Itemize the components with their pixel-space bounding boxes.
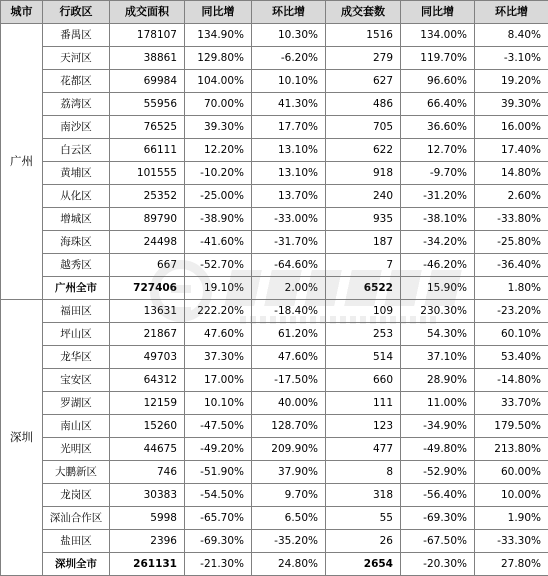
column-header: 环比增 xyxy=(475,1,548,24)
table-row xyxy=(1,461,548,484)
transaction-units: 660 xyxy=(326,369,401,392)
district-name: 龙华区 xyxy=(43,346,110,369)
units-yoy: 119.70% xyxy=(401,47,475,70)
district-name: 越秀区 xyxy=(43,254,110,277)
table-row xyxy=(1,415,548,438)
area-mom: 13.10% xyxy=(252,162,326,185)
transaction-units: 240 xyxy=(326,185,401,208)
transaction-units: 622 xyxy=(326,139,401,162)
area-mom: -31.70% xyxy=(252,231,326,254)
units-mom: -3.10% xyxy=(475,47,548,70)
district-name: 罗湖区 xyxy=(43,392,110,415)
city-total-label: 深圳全市 xyxy=(43,553,110,576)
district-name: 坪山区 xyxy=(43,323,110,346)
units-yoy: -31.20% xyxy=(401,185,475,208)
area-yoy: -38.90% xyxy=(185,208,252,231)
transaction-units: 6522 xyxy=(326,277,401,300)
transaction-units: 187 xyxy=(326,231,401,254)
units-mom: -14.80% xyxy=(475,369,548,392)
transaction-area: 44675 xyxy=(110,438,185,461)
transaction-units: 918 xyxy=(326,162,401,185)
area-yoy: 12.20% xyxy=(185,139,252,162)
district-name: 从化区 xyxy=(43,185,110,208)
area-yoy: -65.70% xyxy=(185,507,252,530)
units-mom: -36.40% xyxy=(475,254,548,277)
transaction-units: 109 xyxy=(326,300,401,323)
table-row xyxy=(1,116,548,139)
city-total-row xyxy=(1,277,548,300)
area-yoy: -47.50% xyxy=(185,415,252,438)
transaction-area: 15260 xyxy=(110,415,185,438)
transaction-units: 279 xyxy=(326,47,401,70)
transaction-area: 13631 xyxy=(110,300,185,323)
area-yoy: 17.00% xyxy=(185,369,252,392)
area-yoy: 104.00% xyxy=(185,70,252,93)
units-mom: 2.60% xyxy=(475,185,548,208)
column-header: 行政区 xyxy=(43,1,110,24)
district-name: 深汕合作区 xyxy=(43,507,110,530)
transaction-area: 38861 xyxy=(110,47,185,70)
table-row xyxy=(1,530,548,553)
units-yoy: -67.50% xyxy=(401,530,475,553)
city-total-label: 广州全市 xyxy=(43,277,110,300)
transaction-units: 935 xyxy=(326,208,401,231)
table-row xyxy=(1,438,548,461)
units-mom: 179.50% xyxy=(475,415,548,438)
area-mom: 61.20% xyxy=(252,323,326,346)
area-yoy: 134.90% xyxy=(185,24,252,47)
transaction-area: 101555 xyxy=(110,162,185,185)
units-yoy: 36.60% xyxy=(401,116,475,139)
table-row xyxy=(1,484,548,507)
district-name: 福田区 xyxy=(43,300,110,323)
area-mom: 47.60% xyxy=(252,346,326,369)
units-yoy: -9.70% xyxy=(401,162,475,185)
area-yoy: -41.60% xyxy=(185,231,252,254)
transaction-units: 55 xyxy=(326,507,401,530)
table-row xyxy=(1,254,548,277)
transaction-units: 514 xyxy=(326,346,401,369)
transaction-area: 49703 xyxy=(110,346,185,369)
area-yoy: -51.90% xyxy=(185,461,252,484)
table-row xyxy=(1,231,548,254)
column-header: 同比增 xyxy=(185,1,252,24)
transaction-units: 627 xyxy=(326,70,401,93)
units-yoy: 134.00% xyxy=(401,24,475,47)
units-mom: 53.40% xyxy=(475,346,548,369)
table-row xyxy=(1,93,548,116)
transaction-area: 746 xyxy=(110,461,185,484)
area-yoy: 37.30% xyxy=(185,346,252,369)
units-mom: 27.80% xyxy=(475,553,548,576)
area-yoy: 129.80% xyxy=(185,47,252,70)
transaction-area: 261131 xyxy=(110,553,185,576)
units-yoy: 37.10% xyxy=(401,346,475,369)
area-mom: -35.20% xyxy=(252,530,326,553)
transaction-area: 727406 xyxy=(110,277,185,300)
units-mom: 60.10% xyxy=(475,323,548,346)
units-yoy: 230.30% xyxy=(401,300,475,323)
units-mom: 17.40% xyxy=(475,139,548,162)
area-mom: 41.30% xyxy=(252,93,326,116)
units-mom: 16.00% xyxy=(475,116,548,139)
district-name: 白云区 xyxy=(43,139,110,162)
transaction-area: 178107 xyxy=(110,24,185,47)
table-row xyxy=(1,208,548,231)
transaction-area: 25352 xyxy=(110,185,185,208)
area-yoy: 222.20% xyxy=(185,300,252,323)
transaction-units: 486 xyxy=(326,93,401,116)
units-yoy: 54.30% xyxy=(401,323,475,346)
transaction-units: 111 xyxy=(326,392,401,415)
area-mom: 9.70% xyxy=(252,484,326,507)
units-yoy: 11.00% xyxy=(401,392,475,415)
transaction-area: 2396 xyxy=(110,530,185,553)
transaction-area: 21867 xyxy=(110,323,185,346)
transaction-area: 64312 xyxy=(110,369,185,392)
transaction-area: 5998 xyxy=(110,507,185,530)
units-mom: -23.20% xyxy=(475,300,548,323)
units-yoy: 28.90% xyxy=(401,369,475,392)
district-name: 光明区 xyxy=(43,438,110,461)
units-mom: -25.80% xyxy=(475,231,548,254)
table-row xyxy=(1,369,548,392)
district-name: 南山区 xyxy=(43,415,110,438)
transaction-units: 1516 xyxy=(326,24,401,47)
city-total-row xyxy=(1,553,548,576)
table-row xyxy=(1,47,548,70)
units-yoy: 12.70% xyxy=(401,139,475,162)
transaction-area: 76525 xyxy=(110,116,185,139)
district-name: 黄埔区 xyxy=(43,162,110,185)
area-yoy: 10.10% xyxy=(185,392,252,415)
units-mom: -33.30% xyxy=(475,530,548,553)
area-mom: 10.10% xyxy=(252,70,326,93)
area-yoy: -10.20% xyxy=(185,162,252,185)
city-name: 深圳 xyxy=(1,300,43,576)
header-row xyxy=(1,1,548,24)
area-mom: 13.70% xyxy=(252,185,326,208)
table-body xyxy=(1,24,548,576)
transaction-area: 667 xyxy=(110,254,185,277)
area-mom: 2.00% xyxy=(252,277,326,300)
area-mom: 13.10% xyxy=(252,139,326,162)
area-mom: -18.40% xyxy=(252,300,326,323)
area-yoy: -25.00% xyxy=(185,185,252,208)
table-row xyxy=(1,70,548,93)
units-mom: 33.70% xyxy=(475,392,548,415)
area-mom: 40.00% xyxy=(252,392,326,415)
district-name: 盐田区 xyxy=(43,530,110,553)
units-yoy: -52.90% xyxy=(401,461,475,484)
units-mom: 19.20% xyxy=(475,70,548,93)
table-row xyxy=(1,139,548,162)
district-name: 天河区 xyxy=(43,47,110,70)
units-mom: 60.00% xyxy=(475,461,548,484)
units-yoy: 15.90% xyxy=(401,277,475,300)
district-name: 增城区 xyxy=(43,208,110,231)
units-mom: 10.00% xyxy=(475,484,548,507)
units-yoy: -69.30% xyxy=(401,507,475,530)
district-name: 龙岗区 xyxy=(43,484,110,507)
units-mom: 39.30% xyxy=(475,93,548,116)
area-yoy: 19.10% xyxy=(185,277,252,300)
column-header: 成交套数 xyxy=(326,1,401,24)
transaction-units: 8 xyxy=(326,461,401,484)
district-name: 宝安区 xyxy=(43,369,110,392)
area-mom: 24.80% xyxy=(252,553,326,576)
area-mom: -64.60% xyxy=(252,254,326,277)
units-mom: 14.80% xyxy=(475,162,548,185)
table-row xyxy=(1,300,548,323)
column-header: 城市 xyxy=(1,1,43,24)
table-row xyxy=(1,507,548,530)
area-mom: 10.30% xyxy=(252,24,326,47)
units-yoy: 66.40% xyxy=(401,93,475,116)
units-mom: 1.90% xyxy=(475,507,548,530)
transaction-units: 123 xyxy=(326,415,401,438)
units-mom: 213.80% xyxy=(475,438,548,461)
transaction-area: 55956 xyxy=(110,93,185,116)
table-row xyxy=(1,185,548,208)
transaction-units: 705 xyxy=(326,116,401,139)
area-mom: 17.70% xyxy=(252,116,326,139)
district-name: 南沙区 xyxy=(43,116,110,139)
table-row xyxy=(1,346,548,369)
transaction-area: 12159 xyxy=(110,392,185,415)
column-header: 环比增 xyxy=(252,1,326,24)
area-yoy: -52.70% xyxy=(185,254,252,277)
area-mom: 128.70% xyxy=(252,415,326,438)
district-name: 荔湾区 xyxy=(43,93,110,116)
table-row xyxy=(1,162,548,185)
city-name: 广州 xyxy=(1,24,43,300)
district-name: 花都区 xyxy=(43,70,110,93)
transaction-area: 24498 xyxy=(110,231,185,254)
column-header: 成交面积 xyxy=(110,1,185,24)
transaction-units: 318 xyxy=(326,484,401,507)
units-yoy: -49.80% xyxy=(401,438,475,461)
area-yoy: -21.30% xyxy=(185,553,252,576)
column-header: 同比增 xyxy=(401,1,475,24)
area-yoy: 70.00% xyxy=(185,93,252,116)
area-mom: -33.00% xyxy=(252,208,326,231)
area-yoy: 47.60% xyxy=(185,323,252,346)
district-name: 大鹏新区 xyxy=(43,461,110,484)
area-mom: 209.90% xyxy=(252,438,326,461)
area-mom: -17.50% xyxy=(252,369,326,392)
units-yoy: -20.30% xyxy=(401,553,475,576)
area-mom: 6.50% xyxy=(252,507,326,530)
units-yoy: 96.60% xyxy=(401,70,475,93)
units-yoy: -56.40% xyxy=(401,484,475,507)
area-mom: 37.90% xyxy=(252,461,326,484)
area-yoy: 39.30% xyxy=(185,116,252,139)
area-mom: -6.20% xyxy=(252,47,326,70)
transaction-units: 477 xyxy=(326,438,401,461)
transaction-area: 30383 xyxy=(110,484,185,507)
transaction-area: 89790 xyxy=(110,208,185,231)
table-row xyxy=(1,392,548,415)
units-yoy: -34.20% xyxy=(401,231,475,254)
units-yoy: -34.90% xyxy=(401,415,475,438)
units-yoy: -46.20% xyxy=(401,254,475,277)
transaction-units: 7 xyxy=(326,254,401,277)
area-yoy: -54.50% xyxy=(185,484,252,507)
transaction-area: 66111 xyxy=(110,139,185,162)
transaction-units: 253 xyxy=(326,323,401,346)
units-yoy: -38.10% xyxy=(401,208,475,231)
area-yoy: -49.20% xyxy=(185,438,252,461)
units-mom: 1.80% xyxy=(475,277,548,300)
units-mom: -33.80% xyxy=(475,208,548,231)
district-name: 海珠区 xyxy=(43,231,110,254)
transaction-units: 2654 xyxy=(326,553,401,576)
transaction-area: 69984 xyxy=(110,70,185,93)
units-mom: 8.40% xyxy=(475,24,548,47)
transaction-units: 26 xyxy=(326,530,401,553)
table-row xyxy=(1,24,548,47)
district-name: 番禺区 xyxy=(43,24,110,47)
area-yoy: -69.30% xyxy=(185,530,252,553)
table-row xyxy=(1,323,548,346)
